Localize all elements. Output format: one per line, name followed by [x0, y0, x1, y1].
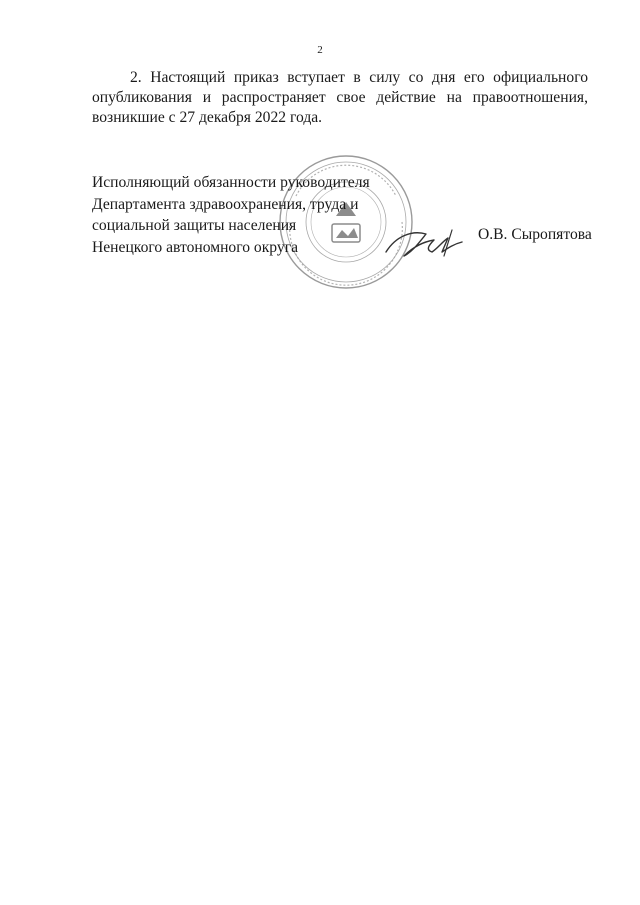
signatory-title [92, 172, 370, 258]
signatory-title-line: Департамента здравоохранения, труда и [92, 195, 359, 213]
signatory-title-line: Исполняющий обязанности руководителя [92, 174, 370, 191]
signatory-name: О.В. Сыропятова [478, 226, 592, 243]
handwritten-signature-icon [382, 222, 472, 262]
page-number: 2 [317, 44, 323, 56]
signatory-title-line: социальной защиты населения [92, 217, 297, 234]
body-paragraph: 2. Настоящий приказ вступает в силу со дня его официального опубликования и распространяет свое действие на правоотношения, возникшие с 27 декабря 2022 года. [92, 69, 588, 126]
signatory-title-line: Ненецкого автономного округа [92, 238, 299, 256]
